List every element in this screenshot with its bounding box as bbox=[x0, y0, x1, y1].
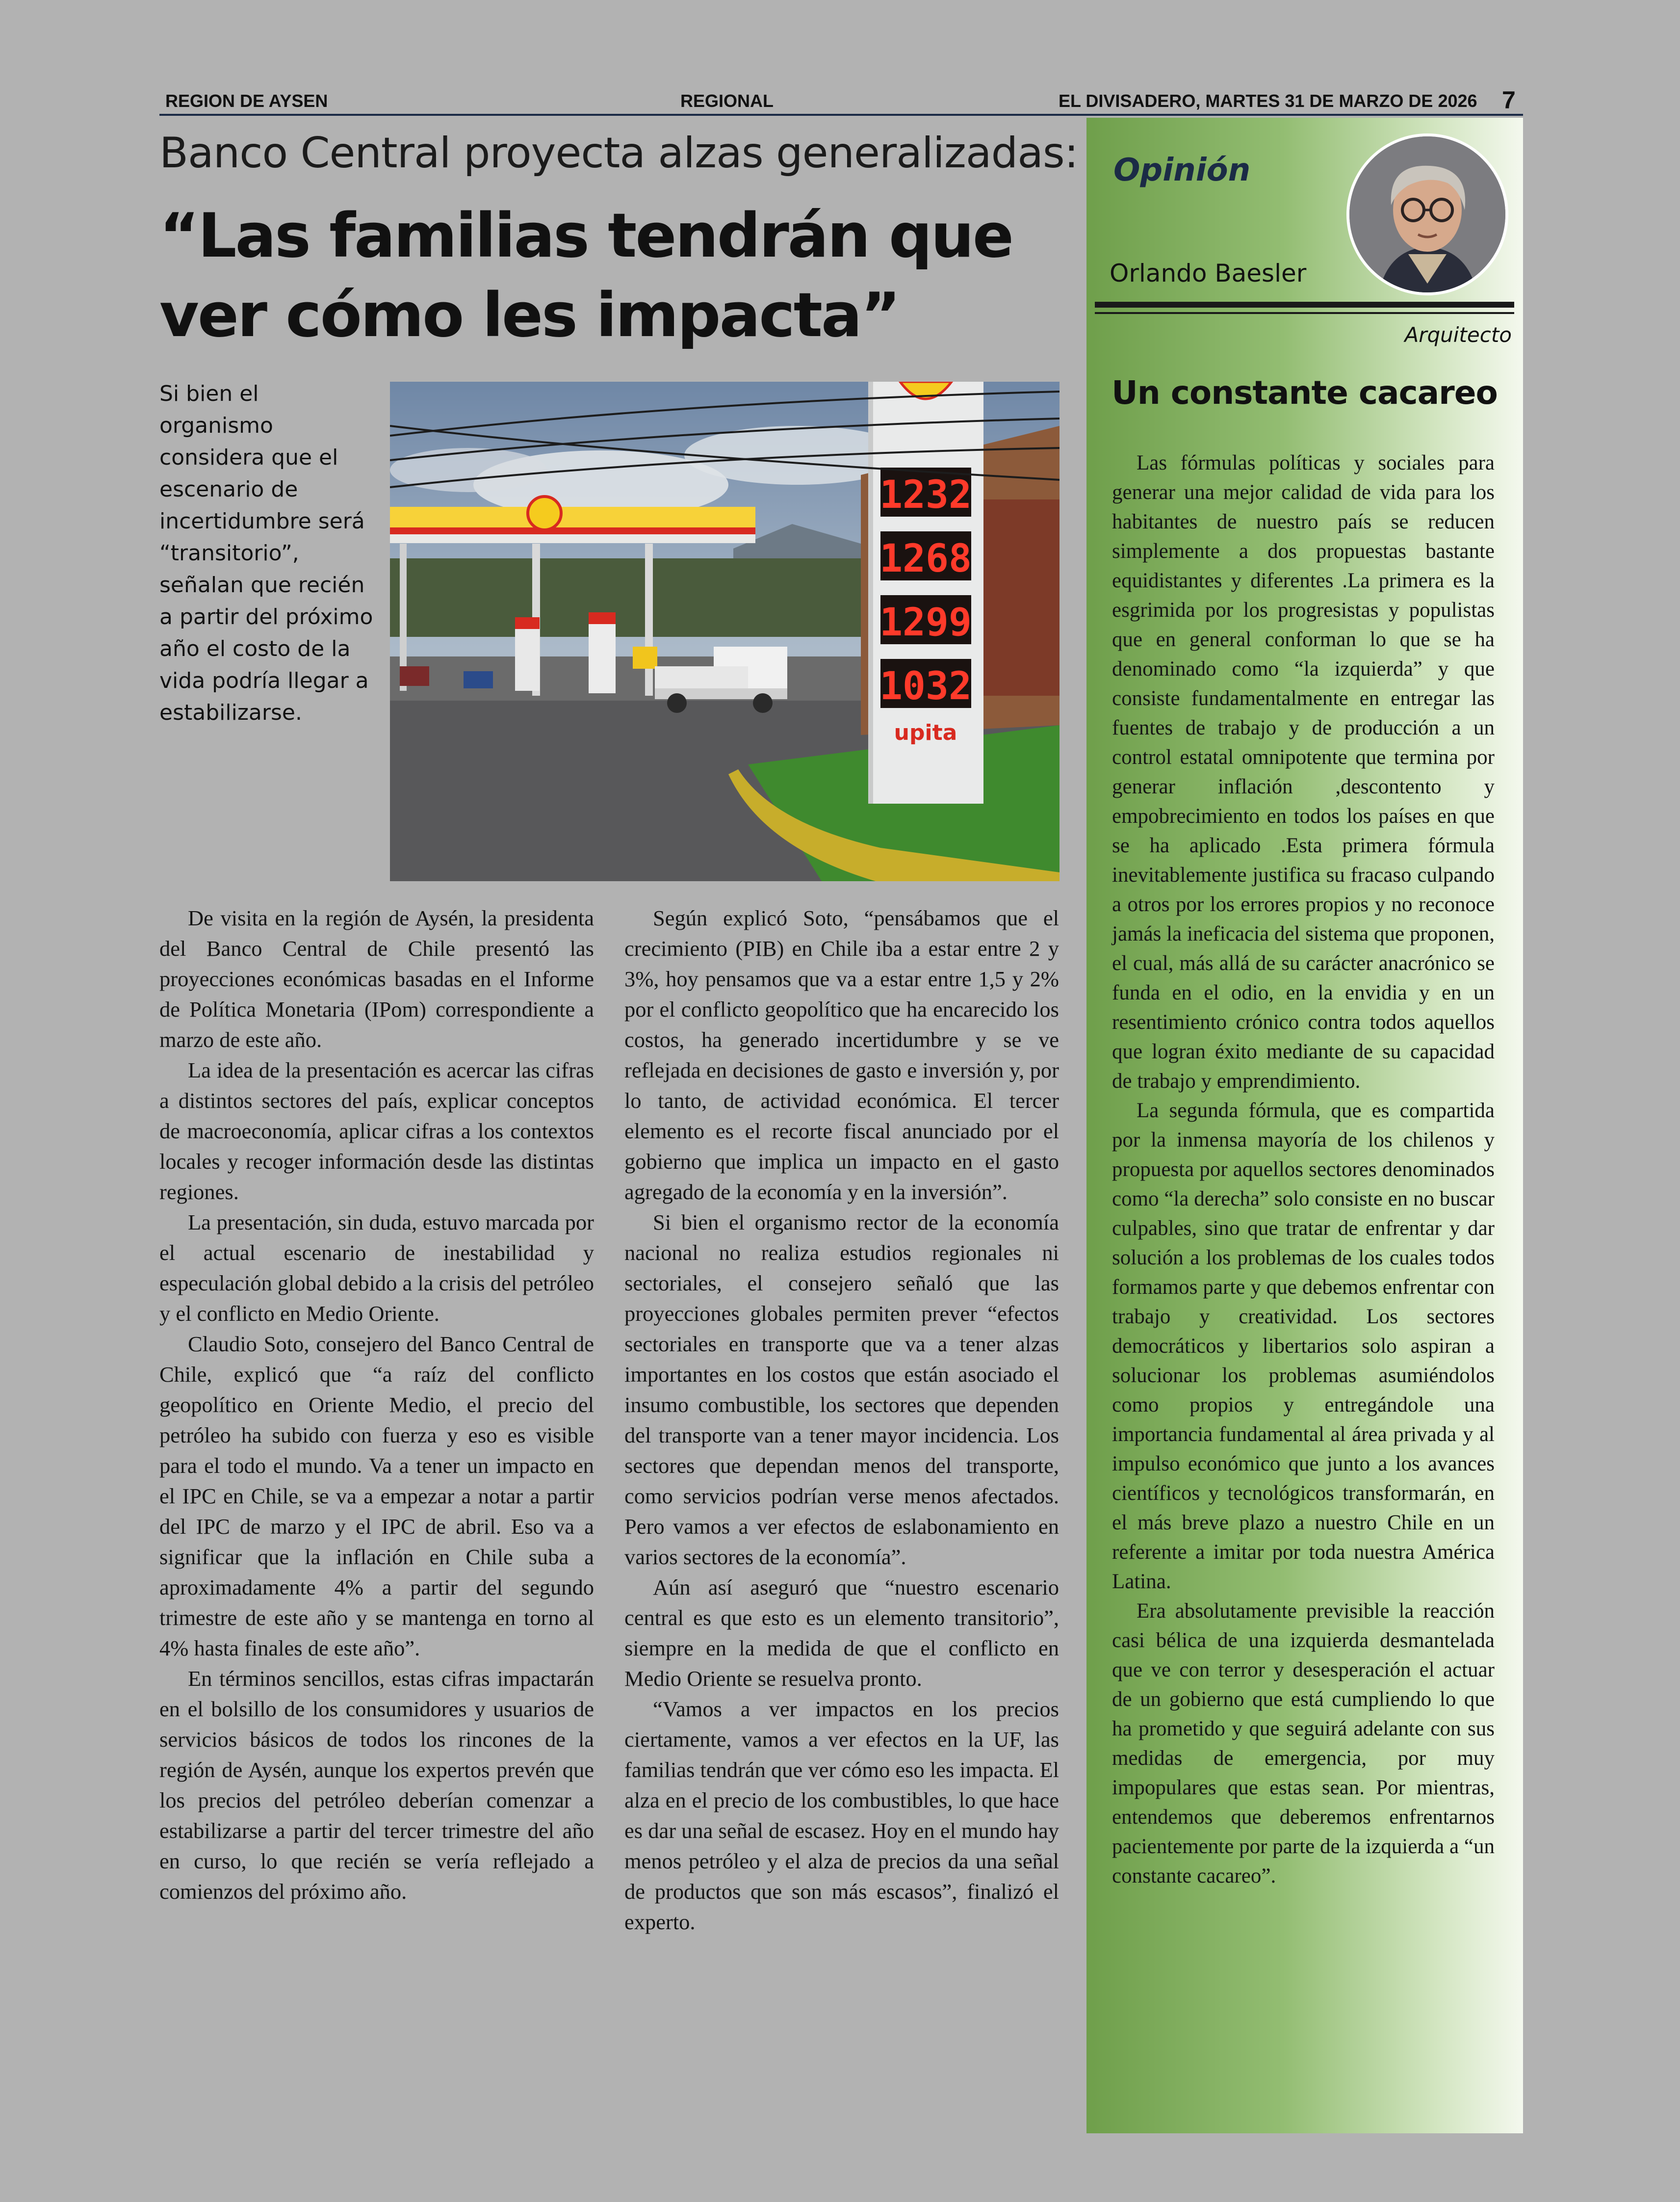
section-label: REGION DE AYSEN bbox=[165, 91, 328, 111]
paragraph: Según explicó Soto, “pensábamos que el crecimiento (PIB) en Chile iba a estar entre 2 y 3%, hoy pensamos que va a estar entre 1,5 y 2% por el conflicto geopolítico que ha encarecido los costos, ha generado incertidumbre y se ve reflejada en decisiones de gasto e inversión y, por lo tanto, de actividad económica. El tercer elemento es el recorte fiscal anunciado por el gobierno que implica un impacto en el gasto agregado de la economía y en la inversión”. bbox=[624, 906, 1059, 1204]
article-column-1 bbox=[159, 903, 594, 1907]
price-label-2: 1268 bbox=[879, 537, 972, 581]
price-label-3: 1299 bbox=[879, 601, 972, 645]
article-kicker: Banco Central proyecta alzas generalizadas: bbox=[159, 129, 1078, 178]
opinion-author-role: Arquitecto bbox=[1404, 323, 1512, 347]
sidebar-rule-thin bbox=[1095, 312, 1514, 314]
sidebar-rule bbox=[1095, 302, 1514, 308]
upita-logo-text: upita bbox=[894, 720, 957, 745]
paragraph: En términos sencillos, estas cifras impactarán en el bolsillo de los consumidores y usuarios de servicios básicos de todos los rincones de la región de Aysén, aunque los expertos prevén que los precios del petróleo deberían comenzar a estabilizarse a partir del tercer trimestre del año en curso, lo que recién se vería reflejado a comienzos del próximo año. bbox=[159, 1666, 594, 1904]
paragraph: La segunda fórmula, que es compartida por la inmensa mayoría de los chilenos y propuesta por aquellos sectores denominados como “la derecha” solo consiste en no buscar culpables, sino que tratar de enfrentar y dar solución a los problemas de los cuales todos formamos parte y que debemos enfrentar con trabajo y creatividad. Los sectores democráticos y libertarios solo aspiran a solucionar los problemas asumiéndolos como propios y entregándole una importancia fundamental al área privada y al impulso económico que junto a los avances científicos y tecnológicos transformarán, en el más breve plazo a nuestro Chile en un referente a imitar por toda nuestra América Latina. bbox=[1112, 1099, 1495, 1593]
article-headline: “Las familias tendrán que ver cómo les impacta” bbox=[159, 201, 1012, 351]
article-deck: Si bien el organismo considera que el escenario de incertidumbre será “transitorio”, señalan que recién a partir del próximo año el costo de la vida podría llegar a estabilizarse. bbox=[159, 381, 373, 725]
paragraph: Aún así aseguró que “nuestro escenario central es que esto es un elemento transitorio”, siempre en la medida de que el conflicto en Medio Oriente se resuelva pronto. bbox=[624, 1575, 1059, 1691]
opinion-author-name: Orlando Baesler bbox=[1110, 259, 1307, 288]
author-avatar bbox=[1346, 133, 1508, 295]
masthead-date: EL DIVISADERO, MARTES 31 DE MARZO DE 2026 bbox=[1059, 91, 1477, 111]
paragraph: Las fórmulas políticas y sociales para generar una mejor calidad de vida para los habitantes de nuestro país se reducen simplemente a dos propuestas bastante equidistantes y diferentes .La primera es la esgrimida por los progresistas y populistas que en general conforman lo que se ha denominado como “la izquierda” y que consiste fundamentalmente en entregar las fuentes de trabajo y de producción a un control estatal omnipotente que termina por generar inflación ,descontento y empobrecimiento en todos los países en que se ha aplicado .Esta primera fórmula inevitablemente justifica su fracaso culpando a otros por los errores propios y no reconoce jamás la ineficacia del sistema que proponen, el cual, más allá de su carácter anacrónico se funda en el odio, en la envidia y en un resentimiento crónico contra todos aquellos que logran éxito mediante de su capacidad de trabajo y emprendimiento. bbox=[1112, 451, 1495, 1093]
paragraph: La presentación, sin duda, estuvo marcada por el actual escenario de inestabilidad y especulación global debido a la crisis del petróleo y el conflicto en Medio Oriente. bbox=[159, 1210, 594, 1326]
gas-station-photo bbox=[390, 382, 1060, 881]
opinion-section-title: Opinión bbox=[1113, 152, 1251, 188]
section-center-label: REGIONAL bbox=[680, 91, 774, 111]
paragraph: “Vamos a ver impactos en los precios ciertamente, vamos a ver efectos en la UF, las familias tendrán que ver cómo eso les impacta. El alza en el precio de los combustibles, lo que hace es dar una señal de escasez. Hoy en el mundo hay menos petróleo y el alza de precios da una señal de productos que son más escasos”, finalizó el experto. bbox=[624, 1697, 1059, 1934]
price-label-4: 1032 bbox=[879, 664, 972, 708]
article-column-2 bbox=[624, 903, 1059, 1937]
paragraph: Claudio Soto, consejero del Banco Central de Chile, explicó que “a raíz del conflicto geopolítico en Oriente Medio, el precio del petróleo ha subido con fuerza y eso es visible para el todo el mundo. Va a tener un impacto en el IPC en Chile, se va a empezar a notar a partir del IPC de marzo y el IPC de abril. Eso va a significar que la inflación en Chile suba a aproximadamente 4% a partir del segundo trimestre de este año y se mantenga en torno al 4% hasta finales de este año”. bbox=[159, 1332, 594, 1660]
paragraph: La idea de la presentación es acercar las cifras a distintos sectores del país, explicar conceptos de macroeconomía, aplicar cifras a los contextos locales y recoger información desde las distintas regiones. bbox=[159, 1058, 594, 1204]
paragraph: De visita en la región de Aysén, la presidenta del Banco Central de Chile presentó las proyecciones económicas basadas en el Informe de Política Monetaria (IPom) correspondiente a marzo de este año. bbox=[159, 906, 594, 1052]
price-label-1: 1232 bbox=[879, 473, 972, 517]
paragraph: Si bien el organismo rector de la economía nacional no realiza estudios regionales ni sectoriales, el consejero señaló que las proyecciones globales permiten prever “efectos sectoriales en transporte que va a tener alzas importantes en los costos que están asociado el insumo combustible, los sectores que dependen del transporte van a tener mayor incidencia. Los sectores que dependan menos del transporte, como servicios podrían verse menos afectados. Pero vamos a ver efectos de eslabonamiento en varios sectores de la economía”. bbox=[624, 1210, 1059, 1569]
paragraph: Era absolutamente previsible la reacción casi bélica de una izquierda desmantelada que ve con terror y desesperación el actuar de un gobierno que está cumpliendo lo que ha prometido y que seguirá adelante con sus medidas de emergencia, por muy impopulares que estas sean. Por mientras, entendemos que deberemos enfrentarnos pacientemente por parte de la izquierda a “un constante cacareo”. bbox=[1112, 1599, 1495, 1887]
page-number: 7 bbox=[1502, 86, 1516, 114]
opinion-headline: Un constante cacareo bbox=[1111, 374, 1498, 412]
header-rule bbox=[159, 114, 1523, 116]
opinion-body bbox=[1112, 448, 1495, 1891]
